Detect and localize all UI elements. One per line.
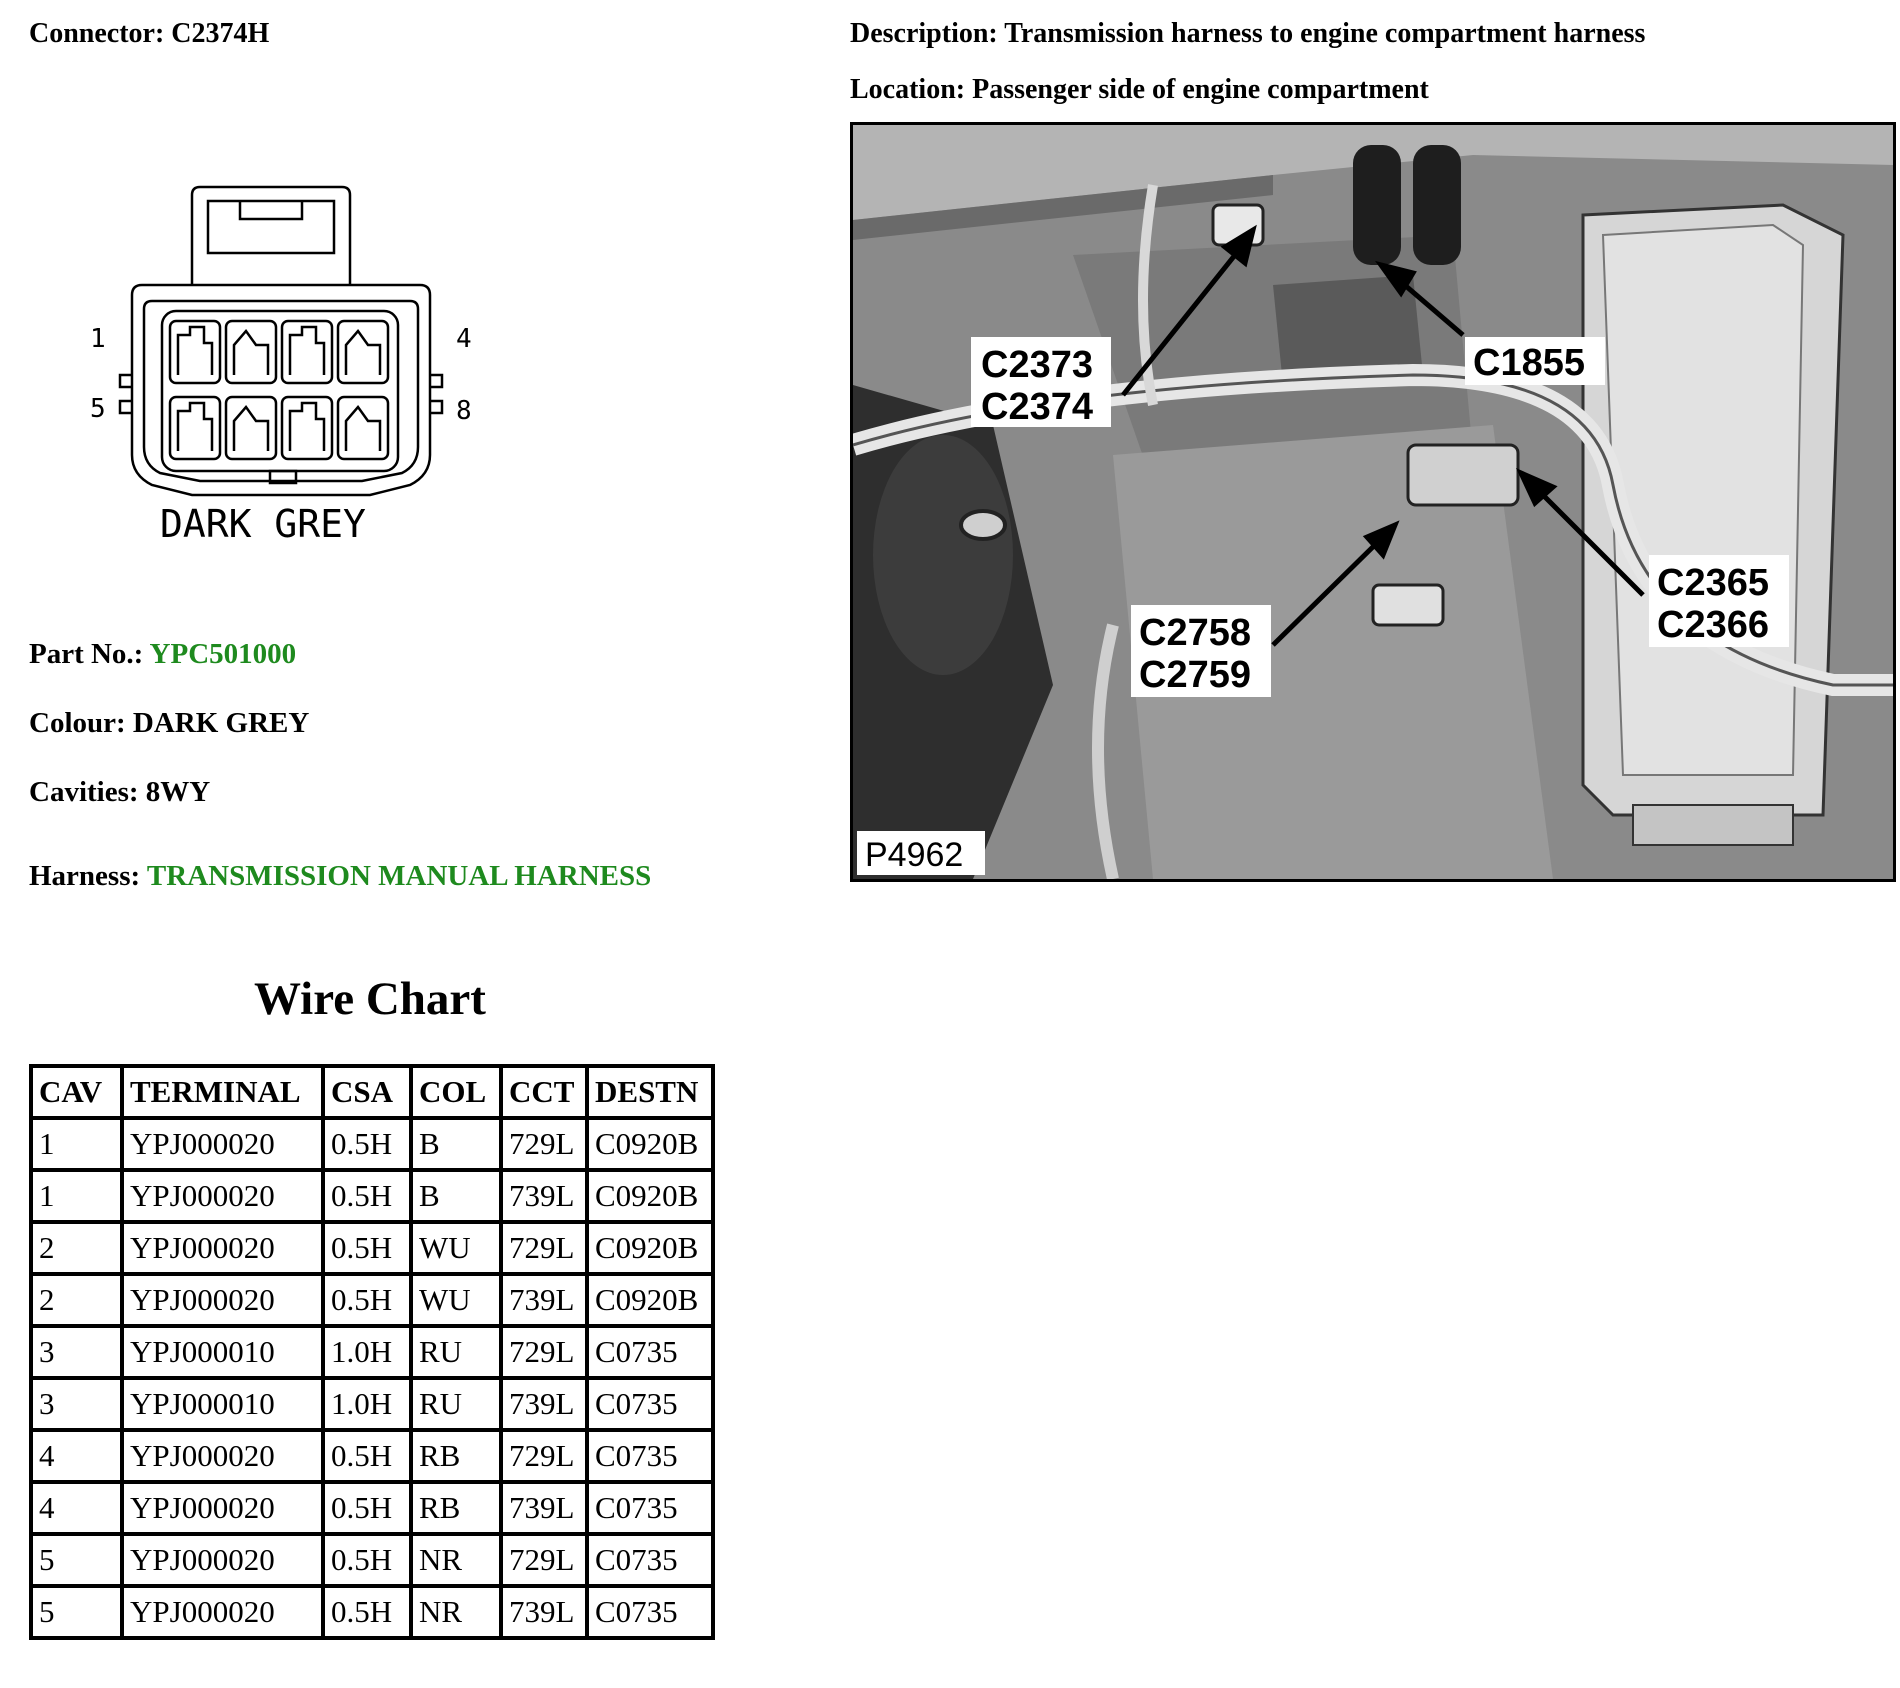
header-cct: CCT bbox=[503, 1068, 585, 1116]
cell-terminal: YPJ000010 bbox=[124, 1380, 321, 1428]
table-row bbox=[33, 1380, 711, 1428]
table-row bbox=[33, 1172, 711, 1220]
cell-terminal: YPJ000020 bbox=[124, 1172, 321, 1220]
table-row bbox=[33, 1120, 711, 1168]
cell-cav: 4 bbox=[33, 1432, 120, 1480]
callout-c2759: C2759 bbox=[1139, 654, 1251, 696]
cell-terminal: YPJ000010 bbox=[124, 1328, 321, 1376]
description-value: Transmission harness to engine compartment harness bbox=[1004, 18, 1646, 49]
cell-cav: 4 bbox=[33, 1484, 120, 1532]
cell-terminal: YPJ000020 bbox=[124, 1588, 321, 1636]
callout-c2758: C2758 bbox=[1139, 612, 1251, 654]
header-destn: DESTN bbox=[589, 1068, 711, 1116]
cell-cct: 739L bbox=[503, 1276, 585, 1324]
callout-c2366: C2366 bbox=[1657, 604, 1769, 646]
part-no-label: Part No.: bbox=[29, 638, 144, 670]
cell-col: WU bbox=[413, 1224, 499, 1272]
cavities-line bbox=[29, 776, 210, 809]
cell-csa: 0.5H bbox=[325, 1276, 409, 1324]
cell-terminal: YPJ000020 bbox=[124, 1484, 321, 1532]
cell-cav: 3 bbox=[33, 1328, 120, 1376]
part-no-link[interactable]: YPC501000 bbox=[149, 638, 297, 670]
description-line bbox=[850, 18, 1645, 50]
cell-cav: 1 bbox=[33, 1172, 120, 1220]
cell-csa: 1.0H bbox=[325, 1380, 409, 1428]
wire-chart-header-row bbox=[33, 1068, 711, 1116]
cell-csa: 0.5H bbox=[325, 1172, 409, 1220]
cell-terminal: YPJ000020 bbox=[124, 1276, 321, 1324]
callout-c2365: C2365 bbox=[1657, 562, 1769, 604]
cell-cav: 2 bbox=[33, 1276, 120, 1324]
cell-destn: C0920B bbox=[589, 1120, 711, 1168]
location-line bbox=[850, 74, 1429, 106]
cell-col: RB bbox=[413, 1432, 499, 1480]
connector-line bbox=[29, 18, 269, 50]
table-row bbox=[33, 1588, 711, 1636]
connector-label: Connector: bbox=[29, 18, 165, 49]
photo-ref: P4962 bbox=[865, 836, 964, 874]
location-label: Location: bbox=[850, 74, 966, 105]
cell-cav: 1 bbox=[33, 1120, 120, 1168]
cell-col: RU bbox=[413, 1328, 499, 1376]
cell-cct: 729L bbox=[503, 1432, 585, 1480]
callout-c2373: C2373 bbox=[981, 344, 1093, 386]
cell-destn: C0735 bbox=[589, 1536, 711, 1584]
pin-label-1: 1 bbox=[90, 324, 106, 354]
cell-cct: 729L bbox=[503, 1328, 585, 1376]
cell-terminal: YPJ000020 bbox=[124, 1432, 321, 1480]
connector-id: C2374H bbox=[171, 18, 270, 49]
header-col: COL bbox=[413, 1068, 499, 1116]
table-row bbox=[33, 1276, 711, 1324]
cell-col: NR bbox=[413, 1588, 499, 1636]
cell-destn: C0735 bbox=[589, 1484, 711, 1532]
cell-csa: 0.5H bbox=[325, 1120, 409, 1168]
harness-label: Harness: bbox=[29, 860, 141, 892]
connector-face-diagram bbox=[80, 175, 490, 555]
cell-cct: 729L bbox=[503, 1536, 585, 1584]
header-terminal: TERMINAL bbox=[124, 1068, 321, 1116]
wire-chart-title: Wire Chart bbox=[254, 973, 486, 1025]
location-value: Passenger side of engine compartment bbox=[972, 74, 1429, 105]
cell-destn: C0920B bbox=[589, 1224, 711, 1272]
cavities-value: 8WY bbox=[145, 776, 211, 808]
cell-cct: 729L bbox=[503, 1120, 585, 1168]
header-cav: CAV bbox=[33, 1068, 120, 1116]
location-photo bbox=[850, 122, 1896, 882]
wire-chart-body bbox=[33, 1120, 711, 1636]
cell-csa: 0.5H bbox=[325, 1224, 409, 1272]
header-csa: CSA bbox=[325, 1068, 409, 1116]
table-row bbox=[33, 1224, 711, 1272]
cell-destn: C0735 bbox=[589, 1380, 711, 1428]
cell-col: RB bbox=[413, 1484, 499, 1532]
connector-colour-caption: DARK GREY bbox=[160, 502, 366, 546]
wire-chart-table bbox=[29, 1064, 715, 1640]
cell-csa: 1.0H bbox=[325, 1328, 409, 1376]
table-row bbox=[33, 1484, 711, 1532]
table-row bbox=[33, 1328, 711, 1376]
part-no-line bbox=[29, 638, 296, 671]
cell-cav: 2 bbox=[33, 1224, 120, 1272]
callout-c2374: C2374 bbox=[981, 386, 1093, 428]
cell-cct: 739L bbox=[503, 1380, 585, 1428]
cell-destn: C0735 bbox=[589, 1328, 711, 1376]
cell-col: B bbox=[413, 1172, 499, 1220]
cell-cct: 729L bbox=[503, 1224, 585, 1272]
cell-csa: 0.5H bbox=[325, 1588, 409, 1636]
cavities-label: Cavities: bbox=[29, 776, 139, 808]
cell-destn: C0735 bbox=[589, 1432, 711, 1480]
colour-label: Colour: bbox=[29, 707, 126, 739]
cell-col: NR bbox=[413, 1536, 499, 1584]
cell-terminal: YPJ000020 bbox=[124, 1536, 321, 1584]
colour-value: DARK GREY bbox=[132, 707, 310, 739]
cell-col: B bbox=[413, 1120, 499, 1168]
colour-line bbox=[29, 707, 309, 740]
pin-label-8: 8 bbox=[456, 396, 472, 426]
pin-label-4: 4 bbox=[456, 324, 472, 354]
table-row bbox=[33, 1536, 711, 1584]
cell-cav: 3 bbox=[33, 1380, 120, 1428]
cell-cct: 739L bbox=[503, 1484, 585, 1532]
cell-csa: 0.5H bbox=[325, 1484, 409, 1532]
cell-cav: 5 bbox=[33, 1536, 120, 1584]
cell-csa: 0.5H bbox=[325, 1536, 409, 1584]
cell-cav: 5 bbox=[33, 1588, 120, 1636]
harness-line bbox=[29, 860, 651, 893]
cell-col: WU bbox=[413, 1276, 499, 1324]
cell-cct: 739L bbox=[503, 1588, 585, 1636]
table-row bbox=[33, 1432, 711, 1480]
description-label: Description: bbox=[850, 18, 998, 49]
cell-destn: C0920B bbox=[589, 1172, 711, 1220]
cell-col: RU bbox=[413, 1380, 499, 1428]
cell-terminal: YPJ000020 bbox=[124, 1120, 321, 1168]
harness-link[interactable]: TRANSMISSION MANUAL HARNESS bbox=[146, 860, 652, 892]
pin-label-5: 5 bbox=[90, 394, 106, 424]
callout-c1855: C1855 bbox=[1473, 342, 1585, 384]
cell-destn: C0735 bbox=[589, 1588, 711, 1636]
cell-destn: C0920B bbox=[589, 1276, 711, 1324]
cell-csa: 0.5H bbox=[325, 1432, 409, 1480]
cell-cct: 739L bbox=[503, 1172, 585, 1220]
cell-terminal: YPJ000020 bbox=[124, 1224, 321, 1272]
